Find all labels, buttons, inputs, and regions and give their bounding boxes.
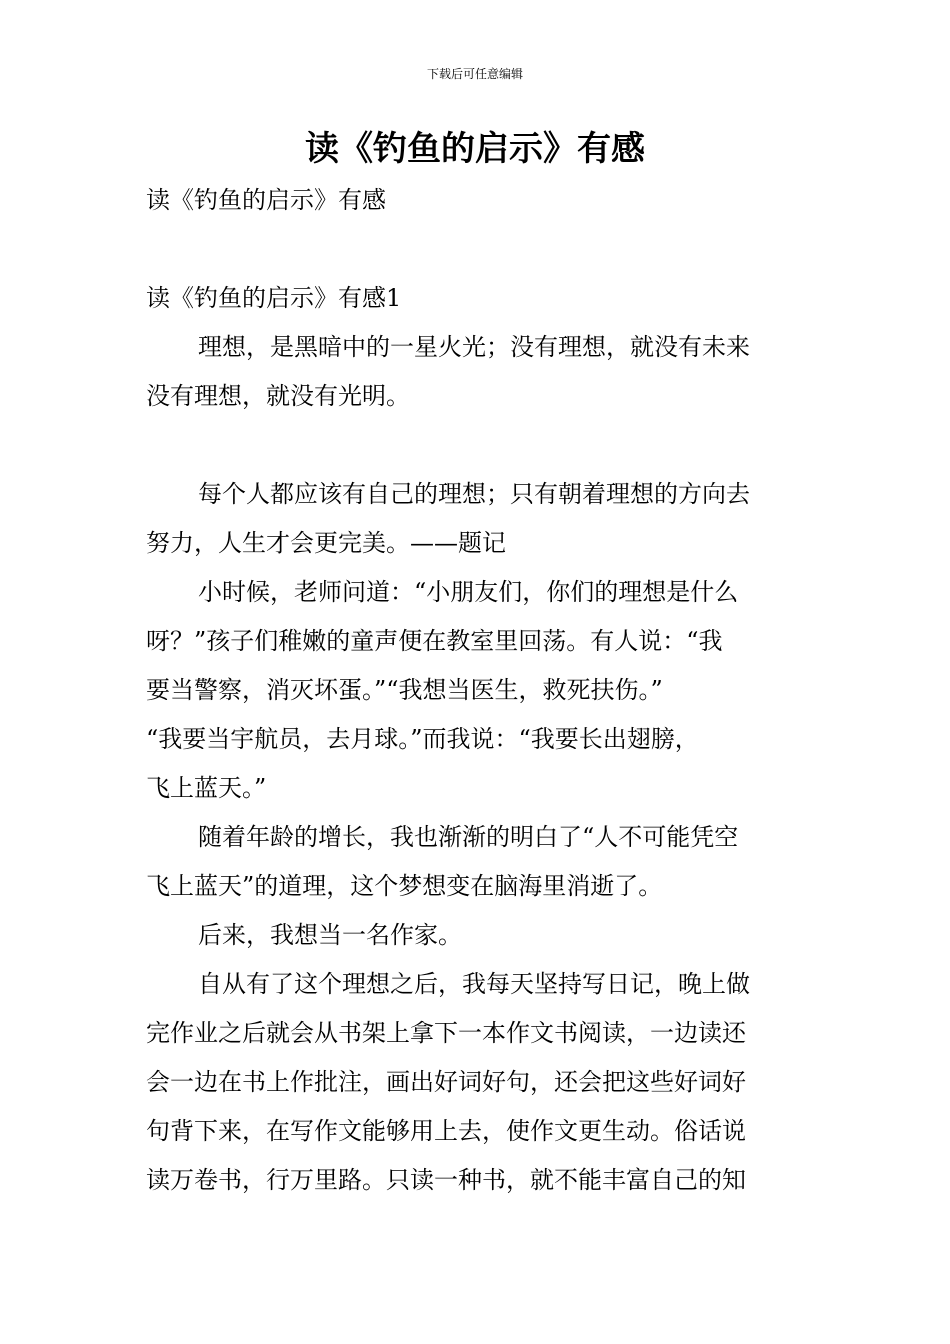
paragraph-line: “我要当宇航员，去月球。”而我说：“我要长出翅膀， <box>146 725 699 753</box>
paragraph-line: 飞上蓝天。” <box>146 774 267 802</box>
paragraph-line: 没有理想，就没有光明。 <box>146 382 410 410</box>
section-heading: 读《钓鱼的启示》有感1 <box>146 284 402 312</box>
header-note: 下载后可任意编辑 <box>426 67 523 81</box>
paragraph-line: 句背下来，在写作文能够用上去，使作文更生动。俗话说 <box>146 1117 746 1145</box>
paragraph-line: 飞上蓝天”的道理，这个梦想变在脑海里消逝了。 <box>146 872 663 900</box>
blank-line <box>146 421 812 470</box>
paragraph-line: 要当警察，消灭坏蛋。”“我想当医生，救死扶伤。” <box>146 676 663 704</box>
paragraph-line: 理想，是黑暗中的一星火光；没有理想，就没有未来 <box>198 333 750 361</box>
paragraph-line: 随着年龄的增长，我也渐渐的明白了“人不可能凭空 <box>198 823 739 851</box>
paragraph-line: 读万卷书，行万里路。只读一种书，就不能丰富自己的知 <box>146 1166 746 1194</box>
page-title: 读《钓鱼的启示》有感 <box>305 129 645 169</box>
document-body <box>146 176 812 1205</box>
paragraph-line: 小时候，老师问道：“小朋友们，你们的理想是什么 <box>198 578 739 606</box>
paragraph-line: 自从有了这个理想之后，我每天坚持写日记，晚上做 <box>198 970 750 998</box>
subtitle: 读《钓鱼的启示》有感 <box>146 186 386 214</box>
blank-line <box>146 225 812 274</box>
paragraph-line: 完作业之后就会从书架上拿下一本作文书阅读，一边读还 <box>146 1019 746 1047</box>
paragraph-line: 后来，我想当一名作家。 <box>198 921 462 949</box>
paragraph-line: 努力，人生才会更完美。——题记 <box>146 529 506 557</box>
paragraph-line: 会一边在书上作批注，画出好词好句，还会把这些好词好 <box>146 1068 746 1096</box>
paragraph-line: 呀？”孩子们稚嫩的童声便在教室里回荡。有人说：“我 <box>146 627 723 655</box>
paragraph-line: 每个人都应该有自己的理想；只有朝着理想的方向去 <box>198 480 750 508</box>
